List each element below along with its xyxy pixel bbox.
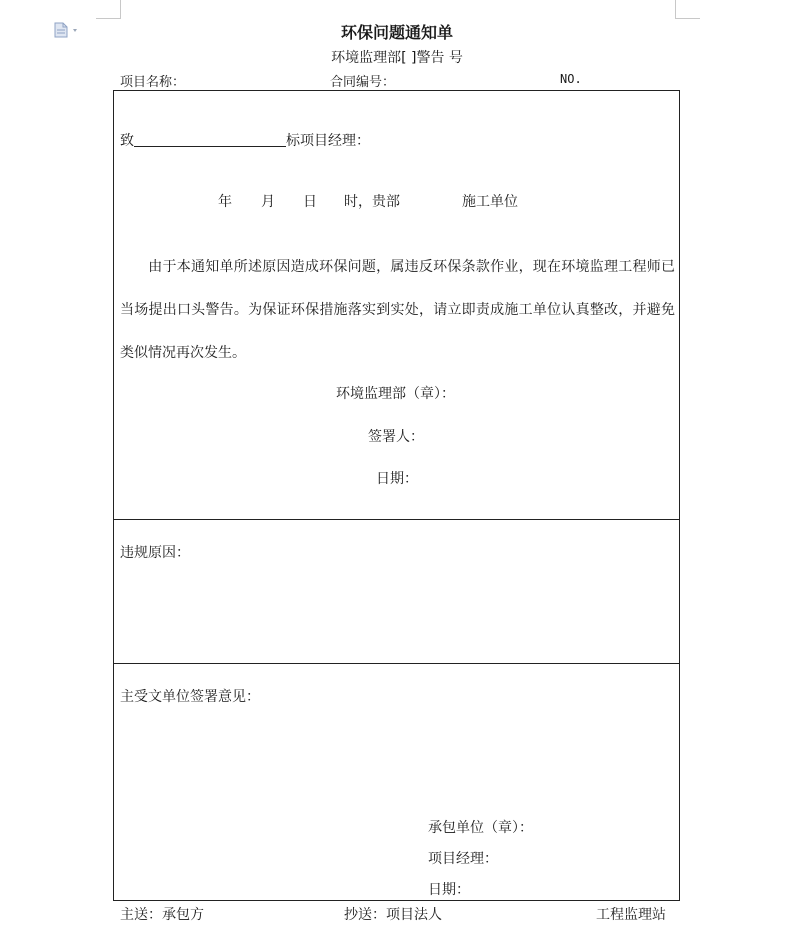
crop-mark-top-right: [675, 0, 700, 19]
date-day: 日: [303, 194, 317, 210]
date-hour-dept: 时，贵部: [344, 194, 400, 210]
document-title: 环保问题通知单: [340, 23, 453, 42]
sign-date: 日期：: [376, 471, 418, 487]
receiver-opinion-label: 主受文单位签署意见：: [120, 689, 260, 705]
contractor-seal: 承包单位（章）：: [428, 820, 533, 836]
notice-form-box: [113, 90, 680, 901]
sign-person: 签署人：: [368, 429, 424, 445]
footer-main-send: 主送：承包方: [120, 907, 204, 923]
document-subtitle: 环境监理部[ ]警告 号: [331, 50, 463, 66]
date-month: 月: [261, 194, 275, 210]
violation-reason-label: 违规原因：: [120, 545, 190, 561]
project-manager: 项目经理：: [428, 851, 498, 867]
addressee-line: [120, 130, 370, 150]
addressee-prefix: 致: [120, 133, 134, 149]
crop-mark-top-left: [96, 0, 121, 19]
receiver-date: 日期：: [428, 882, 470, 898]
footer-copy-send: 抄送：项目法人: [344, 907, 442, 923]
project-name-label: 项目名称：: [120, 75, 186, 90]
contract-no-label: 合同编号：: [330, 75, 396, 90]
addressee-suffix: 标项目经理：: [286, 133, 370, 149]
notice-paragraph: 由于本通知单所述原因造成环保问题，属违反环保条款作业，现在环境监理工程师已当场提出口头警告。为保证环保措施落实到实处，请立即责成施工单位认真整改，并避免类似情况再次发生。: [120, 259, 675, 361]
serial-no-label: NO.: [560, 72, 582, 86]
section-divider-2: [114, 663, 679, 664]
section-divider-1: [114, 519, 679, 520]
sign-dept-seal: 环境监理部（章）：: [336, 386, 455, 402]
construction-unit: 施工单位: [462, 194, 518, 210]
addressee-blank[interactable]: [134, 132, 286, 147]
footer-station: 工程监理站: [596, 907, 666, 923]
date-year: 年: [218, 194, 232, 210]
